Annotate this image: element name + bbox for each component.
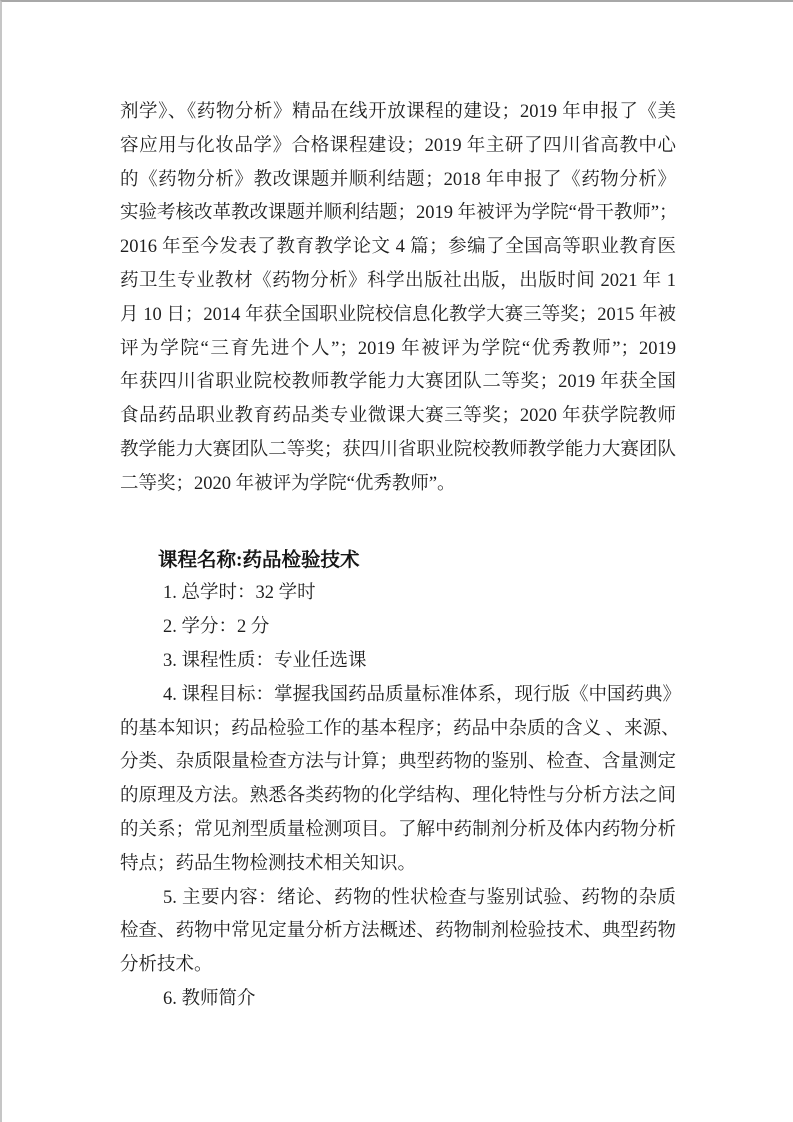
- course-item-total-hours: 1. 总学时：32 学时: [163, 583, 316, 604]
- intro-line: 二等奖；2020 年被评为学院“优秀教师”。: [120, 473, 456, 494]
- objectives-line: 4. 课程目标：掌握我国药品质量标准体系，现行版《中国药典》: [163, 684, 682, 705]
- intro-line: 月 10 日；2014 年获全国职业院校信息化教学大赛三等奖；2015 年被: [120, 304, 676, 325]
- course-item-credits: 2. 学分：2 分: [163, 617, 270, 638]
- main-content-line: 检查、药物中常见定量分析方法概述、药物制剂检验技术、典型药物: [120, 921, 676, 942]
- main-content-line: 5. 主要内容：绪论、药物的性状检查与鉴别试验、药物的杂质: [163, 887, 676, 908]
- intro-line: 年获四川省职业院校教师教学能力大赛团队二等奖；2019 年获全国: [120, 372, 676, 393]
- intro-line: 食品药品职业教育药品类专业微课大赛三等奖；2020 年获学院教师: [120, 406, 676, 427]
- intro-line: 剂学》、《药物分析》精品在线开放课程的建设；2019 年申报了《美: [120, 102, 676, 122]
- intro-line: 容应用与化妆品学》合格课程建设；2019 年主研了四川省高教中心: [120, 135, 676, 156]
- objectives-line: 的基本知识；药品检验工作的基本程序；药品中杂质的含义 、来源、: [120, 718, 680, 739]
- objectives-line: 分类、杂质限量检查方法与计算；典型药物的鉴别、检查、含量测定: [120, 752, 676, 773]
- main-content-line: 分析技术。: [120, 955, 213, 976]
- objectives-line: 的原理及方法。熟悉各类药物的化学结构、理化特性与分析方法之间: [120, 786, 676, 807]
- intro-line: 实验考核改革教改课题并顺利结题；2019 年被评为学院“骨干教师”；: [120, 203, 678, 224]
- intro-paragraph: [120, 96, 676, 502]
- intro-line: 评为学院“三育先进个人”；2019 年被评为学院“优秀教师”；2019: [120, 338, 676, 359]
- course-item-objectives: [120, 679, 682, 882]
- intro-line: 药卫生专业教材《药物分析》科学出版社出版，出版时间 2021 年 1: [120, 270, 676, 291]
- objectives-line: 特点；药品生物检测技术相关知识。: [120, 853, 417, 874]
- intro-line: 的《药物分析》教改课题并顺利结题；2018 年申报了《药物分析》: [120, 169, 676, 190]
- intro-line: 教学能力大赛团队二等奖；获四川省职业院校教师教学能力大赛团队: [120, 439, 676, 460]
- course-item-teacher-intro: 6. 教师简介: [163, 988, 256, 1009]
- course-item-course-type: 3. 课程性质：专业任选课: [163, 650, 367, 671]
- course-item-main-content: [120, 882, 676, 983]
- objectives-line: 的关系；常见剂型质量检测项目。了解中药制剂分析及体内药物分析: [120, 819, 676, 840]
- intro-line: 2016 年至今发表了教育教学论文 4 篇；参编了全国高等职业教育医: [120, 237, 676, 258]
- course-name-heading: 课程名称:药品检验技术: [158, 549, 360, 571]
